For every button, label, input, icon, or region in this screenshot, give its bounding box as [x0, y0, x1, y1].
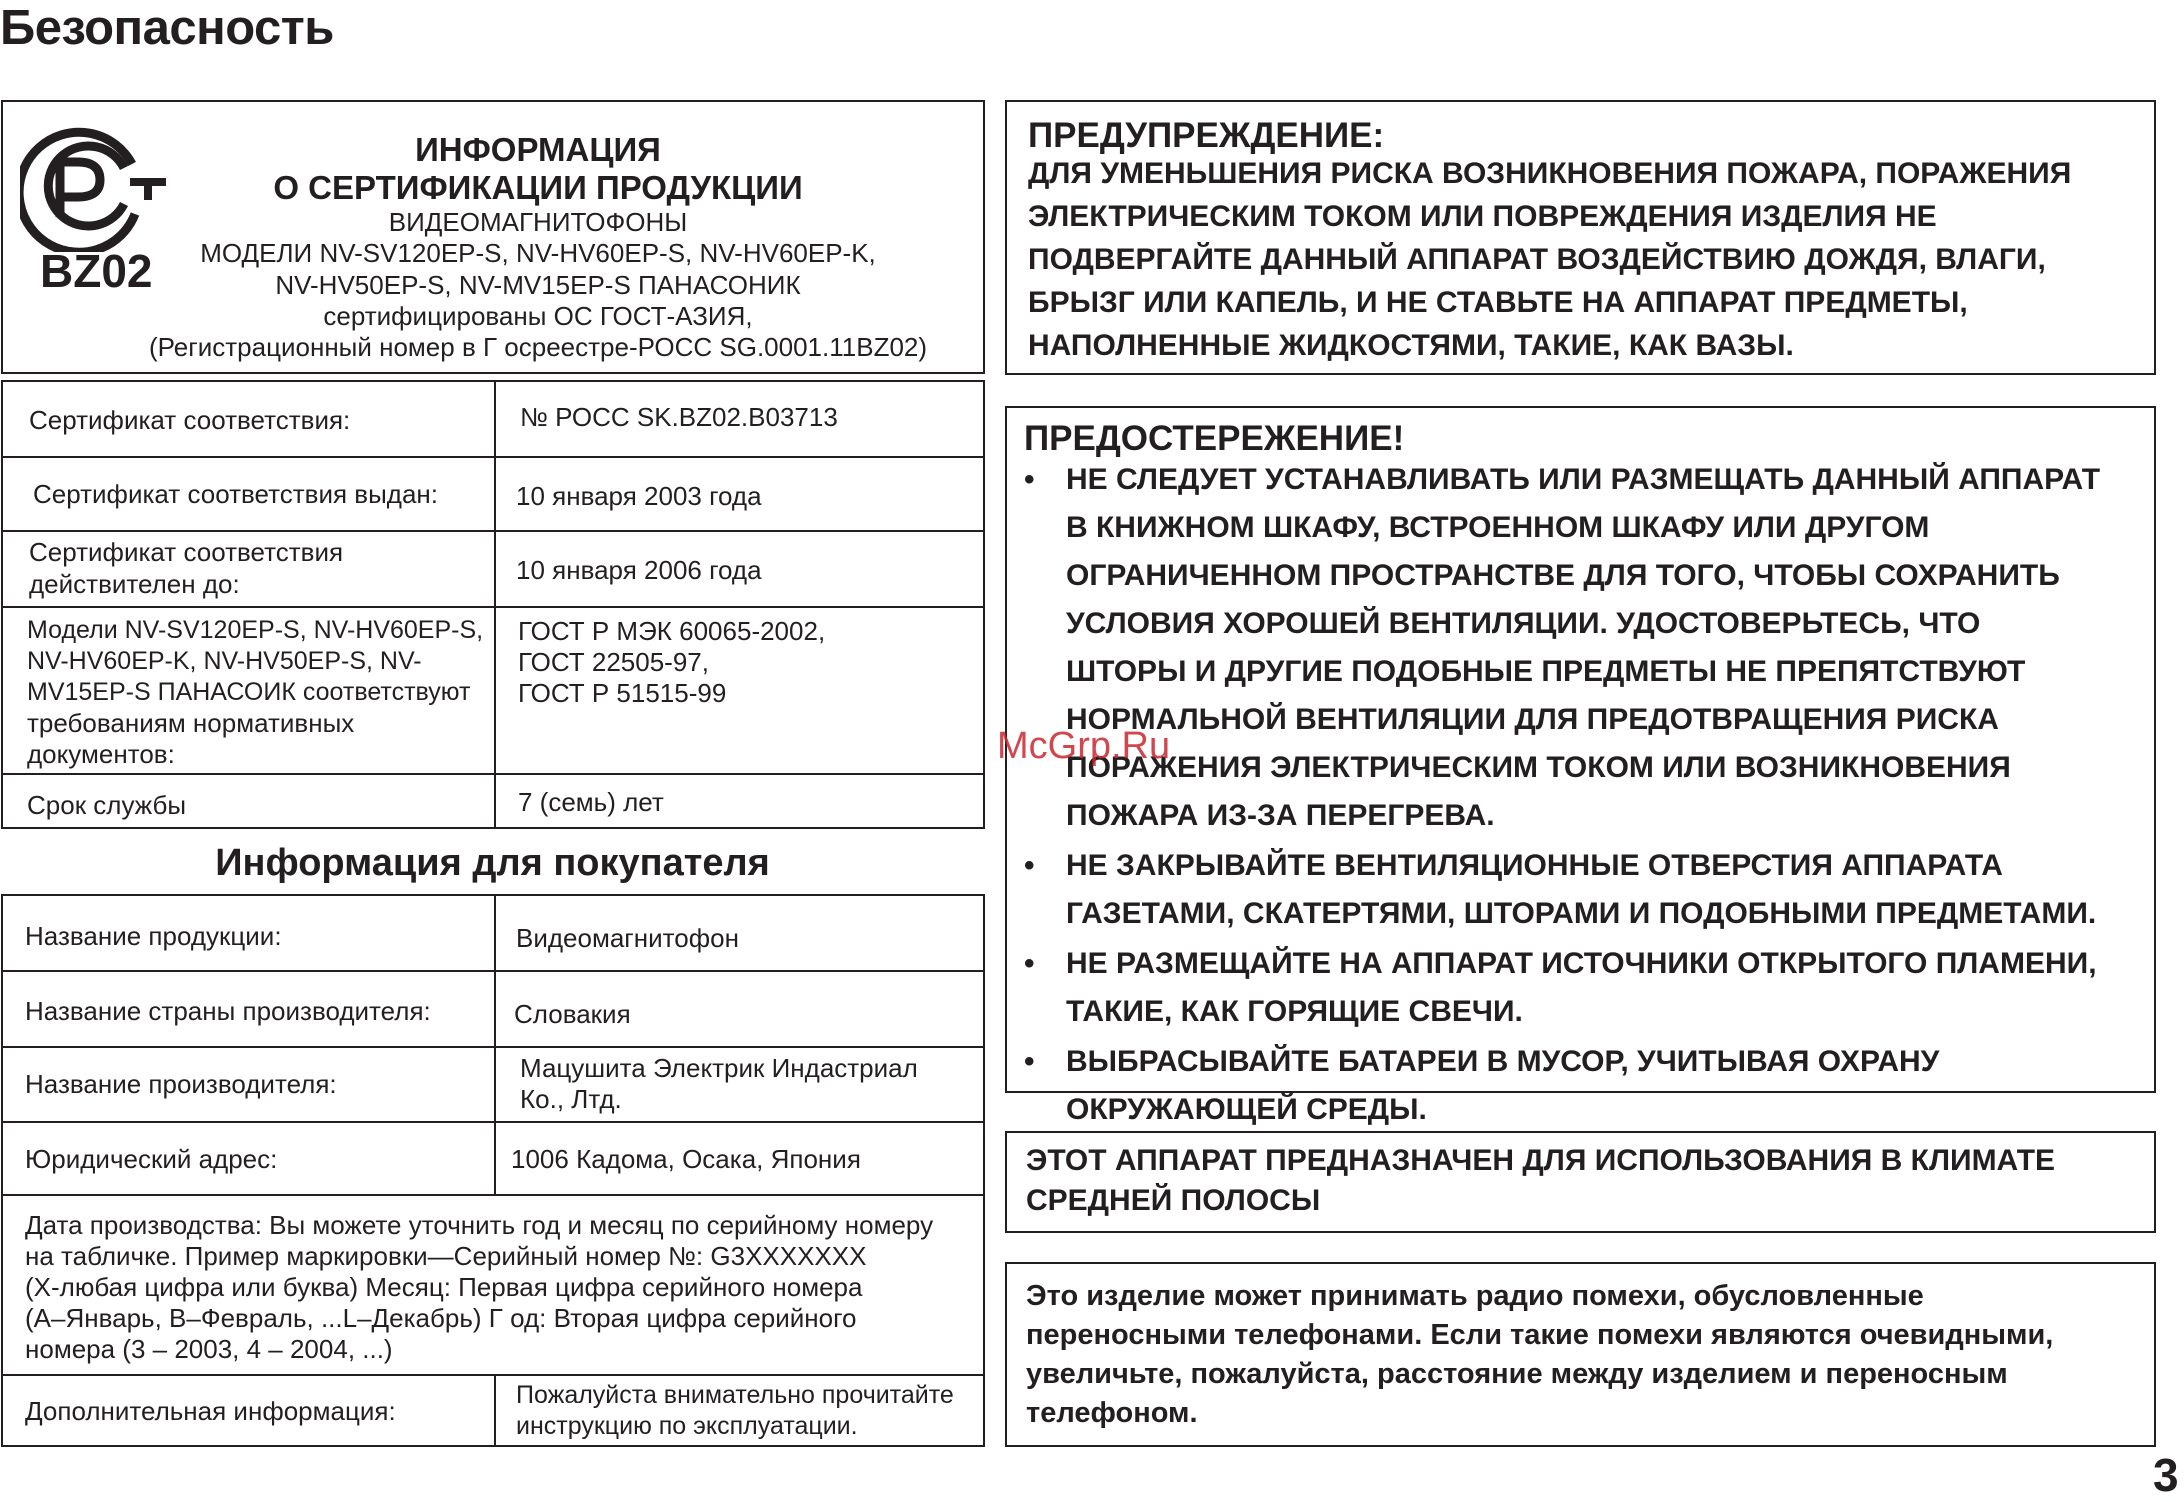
radio-line: увеличьте, пожалуйста, расстояние между изделием и переносным — [1026, 1358, 2008, 1390]
list-item — [1024, 842, 2154, 938]
table-row-label: MV15EP-S ПАНАСОИК соответствуют — [27, 678, 471, 706]
caution-line: НОРМАЛЬНОЙ ВЕНТИЛЯЦИИ ДЛЯ ПРЕДОТВРАЩЕНИЯ РИСКА — [1066, 703, 1999, 736]
table-row-label: Срок службы — [27, 790, 187, 820]
production-date-text: (А–Январь, В–Февраль, ...L–Декабрь) Г од: Вторая цифра серийного — [25, 1303, 857, 1333]
caution-line: ОГРАНИЧЕННОМ ПРОСТРАНСТВЕ ДЛЯ ТОГО, ЧТОБЫ СОХРАНИТЬ — [1066, 559, 2060, 592]
table-row-value: Мацушита Электрик Индастриал — [520, 1053, 918, 1083]
warning-line: ПОДВЕРГАЙТЕ ДАННЫЙ АППАРАТ ВОЗДЕЙСТВИЮ ДОЖДЯ, ВЛАГИ, — [1028, 243, 2046, 276]
certification-info-box — [1, 100, 985, 374]
caution-line: НЕ РАЗМЕЩАЙТЕ НА АППАРАТ ИСТОЧНИКИ ОТКРЫТОГО ПЛАМЕНИ, — [1066, 947, 2097, 980]
buyer-info-heading: Информация для покупателя — [215, 842, 770, 884]
radio-notice-box — [1005, 1262, 2156, 1447]
table-row-label: Дополнительная информация: — [25, 1396, 396, 1426]
radio-line: телефоном. — [1026, 1397, 1198, 1429]
warning-line: БРЫЗГ ИЛИ КАПЕЛЬ, И НЕ СТАВЬТЕ НА АППАРАТ ПРЕДМЕТЫ, — [1028, 286, 1968, 319]
caution-box — [1005, 406, 2156, 1126]
caution-line: ТАКИЕ, КАК ГОРЯЩИЕ СВЕЧИ. — [1066, 995, 1523, 1028]
table-row-value: 10 января 2003 года — [516, 481, 762, 511]
certification-mark-code: BZ02 — [40, 245, 153, 297]
table-row-label: Модели NV-SV120EP-S, NV-HV60EP-S, — [27, 616, 484, 644]
warning-line: ДЛЯ УМЕНЬШЕНИЯ РИСКА ВОЗНИКНОВЕНИЯ ПОЖАРА, ПОРАЖЕНИЯ — [1028, 157, 2072, 190]
rst-certification-mark-icon — [20, 122, 170, 252]
warning-line: НАПОЛНЕННЫЕ ЖИДКОСТЯМИ, ТАКИЕ, КАК ВАЗЫ. — [1028, 329, 1794, 362]
caution-list — [1024, 456, 2154, 1136]
caution-line: УСЛОВИЯ ХОРОШЕЙ ВЕНТИЛЯЦИИ. УДОСТОВЕРЬТЕСЬ, ЧТО — [1066, 607, 1981, 640]
caution-line: НЕ СЛЕДУЕТ УСТАНАВЛИВАТЬ ИЛИ РАЗМЕЩАТЬ ДАННЫЙ АППАРАТ — [1066, 463, 2101, 496]
list-item — [1024, 940, 2154, 1036]
caution-line: ОКРУЖАЮЩЕЙ СРЕДЫ. — [1066, 1093, 1427, 1126]
warning-box — [1005, 100, 2156, 375]
table-row-label: Сертификат соответствия — [29, 537, 344, 567]
cert-line: (Регистрационный номер в Г осреестре-РОСС SG.0001.11BZ02) — [148, 332, 928, 362]
table-row-label: Юридический адрес: — [25, 1144, 278, 1174]
list-item — [1024, 456, 2154, 840]
table-row-value: ГОСТ Р МЭК 60065-2002, — [518, 616, 826, 646]
climate-notice-box — [1005, 1131, 2156, 1233]
table-row-value: 1006 Кадома, Осака, Япония — [511, 1144, 861, 1174]
production-date-text: номера (3 – 2003, 4 – 2004, ...) — [25, 1334, 393, 1364]
warning-line: ЭЛЕКТРИЧЕСКИМ ТОКОМ ИЛИ ПОВРЕЖДЕНИЯ ИЗДЕЛИЯ НЕ — [1028, 200, 1937, 233]
table-row-value: Ко., Лтд. — [520, 1084, 622, 1114]
buyer-info-table — [1, 894, 985, 1447]
cert-line: NV-HV50EP-S, NV-MV15EP-S ПАНАСОНИК — [275, 270, 801, 300]
caution-line: ВЫБРАСЫВАЙТЕ БАТАРЕИ В МУСОР, УЧИТЫВАЯ ОХРАНУ — [1066, 1045, 1940, 1078]
table-row-value: ГОСТ Р 51515-99 — [518, 678, 727, 708]
list-item — [1024, 1038, 2154, 1134]
table-row-label: Название страны производителя: — [25, 996, 431, 1026]
cert-line: МОДЕЛИ NV-SV120EP-S, NV-HV60EP-S, NV-HV60EP-K, — [200, 238, 876, 268]
table-row-value: 10 января 2006 года — [516, 555, 762, 585]
certificate-table — [1, 380, 985, 829]
cert-heading-line2: О СЕРТИФИКАЦИИ ПРОДУКЦИИ — [273, 169, 803, 206]
production-date-text: на табличке. Пример маркировки—Серийный номер №: G3XXXXXXX — [25, 1241, 867, 1271]
caution-line: ГАЗЕТАМИ, СКАТЕРТЯМИ, ШТОРАМИ И ПОДОБНЫМИ ПРЕДМЕТАМИ. — [1066, 897, 2097, 930]
caution-line: ПОРАЖЕНИЯ ЭЛЕКТРИЧЕСКИМ ТОКОМ ИЛИ ВОЗНИКНОВЕНИЯ — [1066, 751, 2011, 784]
table-row-value: Пожалуйста внимательно прочитайте — [516, 1381, 954, 1409]
table-row-label: требованиям нормативных — [27, 708, 355, 738]
table-row-value: ГОСТ 22505-97, — [518, 647, 709, 677]
table-row-label: Сертификат соответствия: — [29, 405, 351, 435]
table-row-value: инструкцию по эксплуатации. — [516, 1412, 858, 1440]
caution-line: В КНИЖНОМ ШКАФУ, ВСТРОЕННОМ ШКАФУ ИЛИ ДРУГОМ — [1066, 511, 1930, 544]
table-row-value: Видеомагнитофон — [516, 923, 739, 953]
table-row-label: Сертификат соответствия выдан: — [33, 479, 438, 509]
cert-line: ВИДЕОМАГНИТОФОНЫ — [388, 207, 688, 237]
production-date-text: Дата производства: Вы можете уточнить год и месяц по серийному номеру — [25, 1210, 934, 1240]
caution-line: НЕ ЗАКРЫВАЙТЕ ВЕНТИЛЯЦИОННЫЕ ОТВЕРСТИЯ АППАРАТА — [1066, 849, 2003, 882]
table-row-label: Название продукции: — [25, 921, 282, 951]
warning-heading: ПРЕДУПРЕЖДЕНИЕ: — [1028, 116, 1385, 155]
cert-line: сертифицированы ОС ГОСТ-АЗИЯ, — [323, 301, 753, 331]
radio-line: Это изделие может принимать радио помехи, обусловленные — [1026, 1280, 1924, 1312]
climate-line: СРЕДНЕЙ ПОЛОСЫ — [1026, 1184, 1321, 1217]
table-row-label: действителен до: — [29, 569, 240, 599]
table-row-value: 7 (семь) лет — [518, 787, 664, 817]
climate-line: ЭТОТ АППАРАТ ПРЕДНАЗНАЧЕН ДЛЯ ИСПОЛЬЗОВАНИЯ В КЛИМАТЕ — [1026, 1144, 2056, 1177]
caution-heading: ПРЕДОСТЕРЕЖЕНИЕ! — [1024, 419, 1405, 458]
caution-line: ПОЖАРА ИЗ-ЗА ПЕРЕГРЕВА. — [1066, 799, 1495, 832]
page-number: 3 — [2153, 1449, 2179, 1501]
page-title: Безопасность — [0, 1, 334, 55]
table-row-value: № РОСС SK.BZ02.B03713 — [520, 402, 838, 432]
radio-line: переносными телефонами. Если такие помехи являются очевидными, — [1026, 1319, 2054, 1351]
caution-line: ШТОРЫ И ДРУГИЕ ПОДОБНЫЕ ПРЕДМЕТЫ НЕ ПРЕПЯТСТВУЮТ — [1066, 655, 2026, 688]
cert-heading-line1: ИНФОРМАЦИЯ — [415, 131, 661, 168]
table-row-label: Название производителя: — [25, 1069, 337, 1099]
watermark: McGrp.Ru — [997, 725, 1171, 767]
production-date-text: (Х-любая цифра или буква) Месяц: Первая цифра серийного номера — [25, 1272, 863, 1302]
table-row-label: документов: — [27, 739, 175, 769]
table-row-value: Словакия — [514, 999, 631, 1029]
table-row-label: NV-HV60EP-K, NV-HV50EP-S, NV- — [27, 647, 422, 675]
